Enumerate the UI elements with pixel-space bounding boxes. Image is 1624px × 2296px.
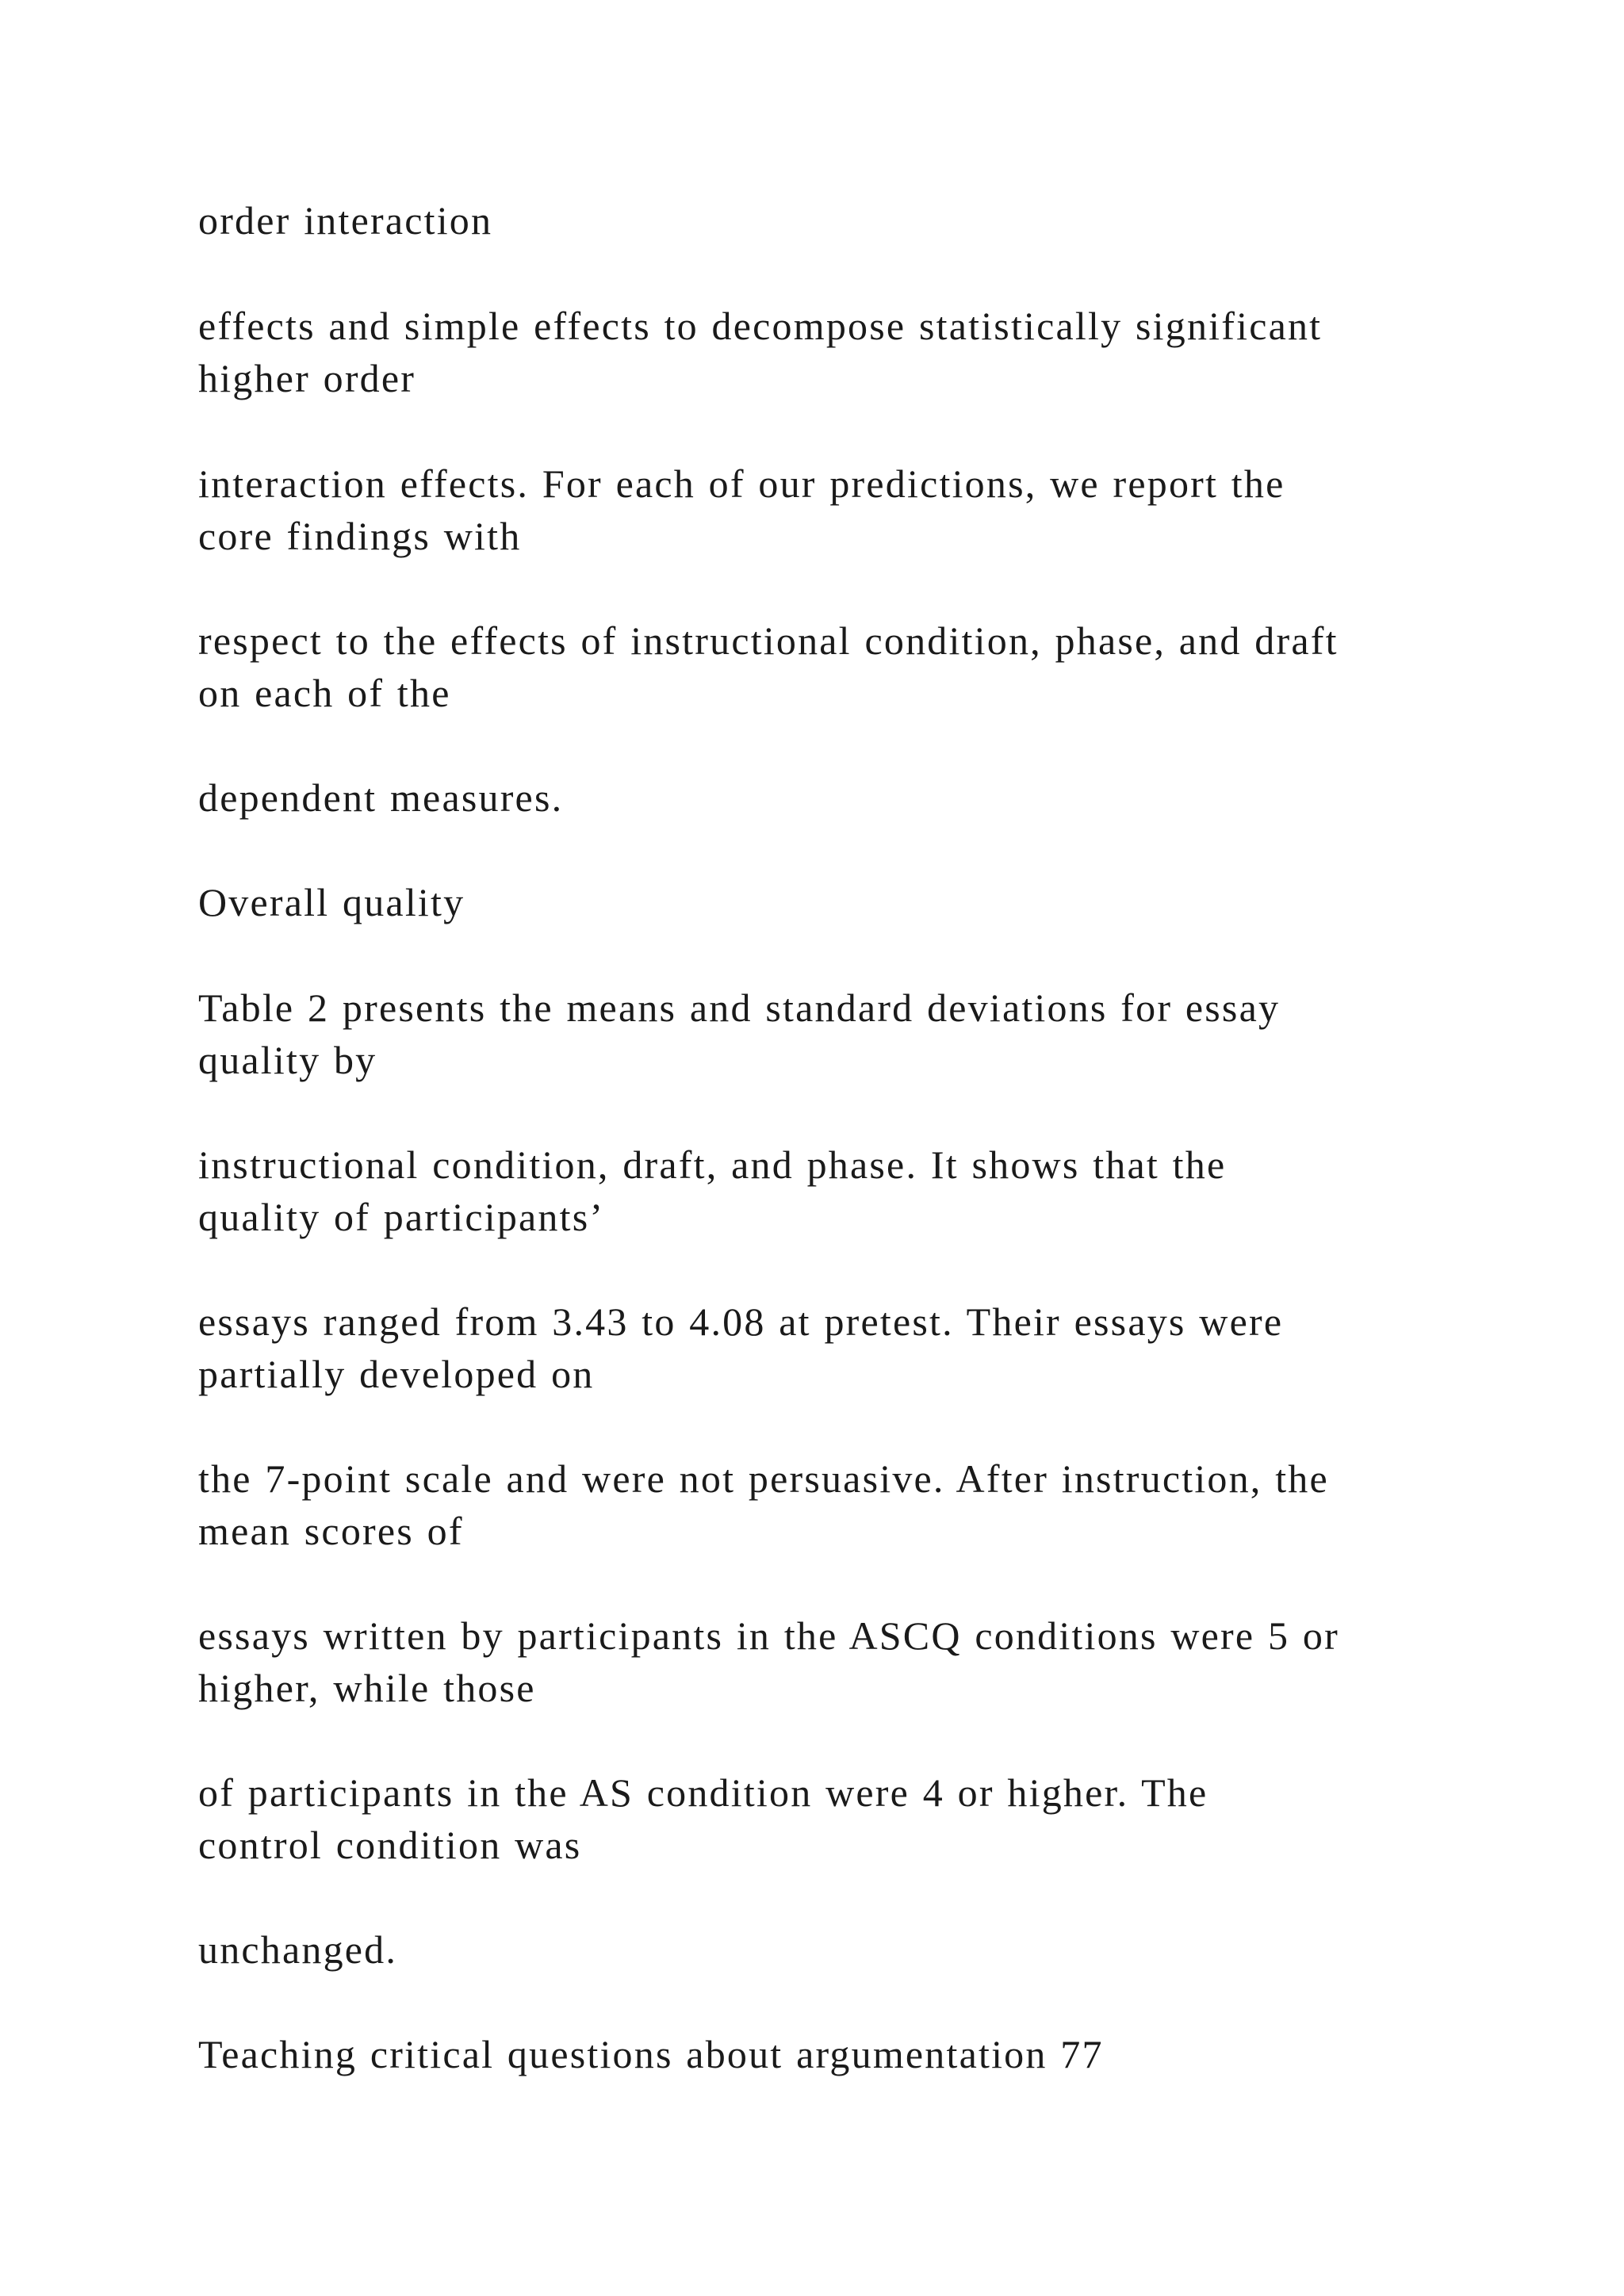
paragraph-7 — [198, 982, 1435, 1086]
section-heading — [198, 876, 1435, 928]
paragraph-13 — [198, 1923, 1435, 1976]
text-line: on each of the — [198, 671, 451, 715]
text-line: control condition was — [198, 1823, 582, 1867]
text-line: of participants in the AS condition were 4 or higher. The — [198, 1770, 1208, 1815]
paragraph-3 — [198, 457, 1435, 562]
text-line: mean scores of — [198, 1509, 464, 1553]
text-line: essays written by participants in the ASCQ conditions were 5 or — [198, 1613, 1339, 1658]
running-footer — [198, 2028, 1435, 2080]
text-line: interaction effects. For each of our predictions, we report the — [198, 461, 1285, 506]
text-line: higher, while those — [198, 1666, 536, 1710]
paragraph-9 — [198, 1295, 1435, 1400]
text-line: essays ranged from 3.43 to 4.08 at pretest. Their essays were — [198, 1299, 1284, 1344]
text-line: order interaction — [198, 198, 493, 243]
text-line: unchanged. — [198, 1927, 398, 1972]
paragraph-2 — [198, 300, 1435, 404]
paragraph-8 — [198, 1138, 1435, 1243]
text-line: Overall quality — [198, 880, 465, 924]
text-line: effects and simple effects to decompose statistically significant — [198, 304, 1323, 348]
text-line: quality of participants’ — [198, 1195, 605, 1239]
paragraph-4 — [198, 614, 1435, 719]
paragraph-10 — [198, 1452, 1435, 1557]
paragraph-1 — [198, 194, 1435, 247]
text-line: dependent measures. — [198, 775, 564, 820]
text-line: Teaching critical questions about argumentation 77 — [198, 2032, 1104, 2076]
text-line: the 7-point scale and were not persuasive. After instruction, the — [198, 1456, 1329, 1501]
text-line: Table 2 presents the means and standard deviations for essay — [198, 985, 1281, 1030]
text-line: respect to the effects of instructional condition, phase, and draft — [198, 618, 1339, 663]
paragraph-12 — [198, 1766, 1435, 1871]
text-line: instructional condition, draft, and phase. It shows that the — [198, 1142, 1227, 1187]
text-line: quality by — [198, 1038, 377, 1082]
text-line: core findings with — [198, 514, 522, 558]
paragraph-5 — [198, 771, 1435, 824]
text-line: higher order — [198, 356, 416, 400]
paragraph-11 — [198, 1609, 1435, 1714]
text-line: partially developed on — [198, 1352, 595, 1396]
